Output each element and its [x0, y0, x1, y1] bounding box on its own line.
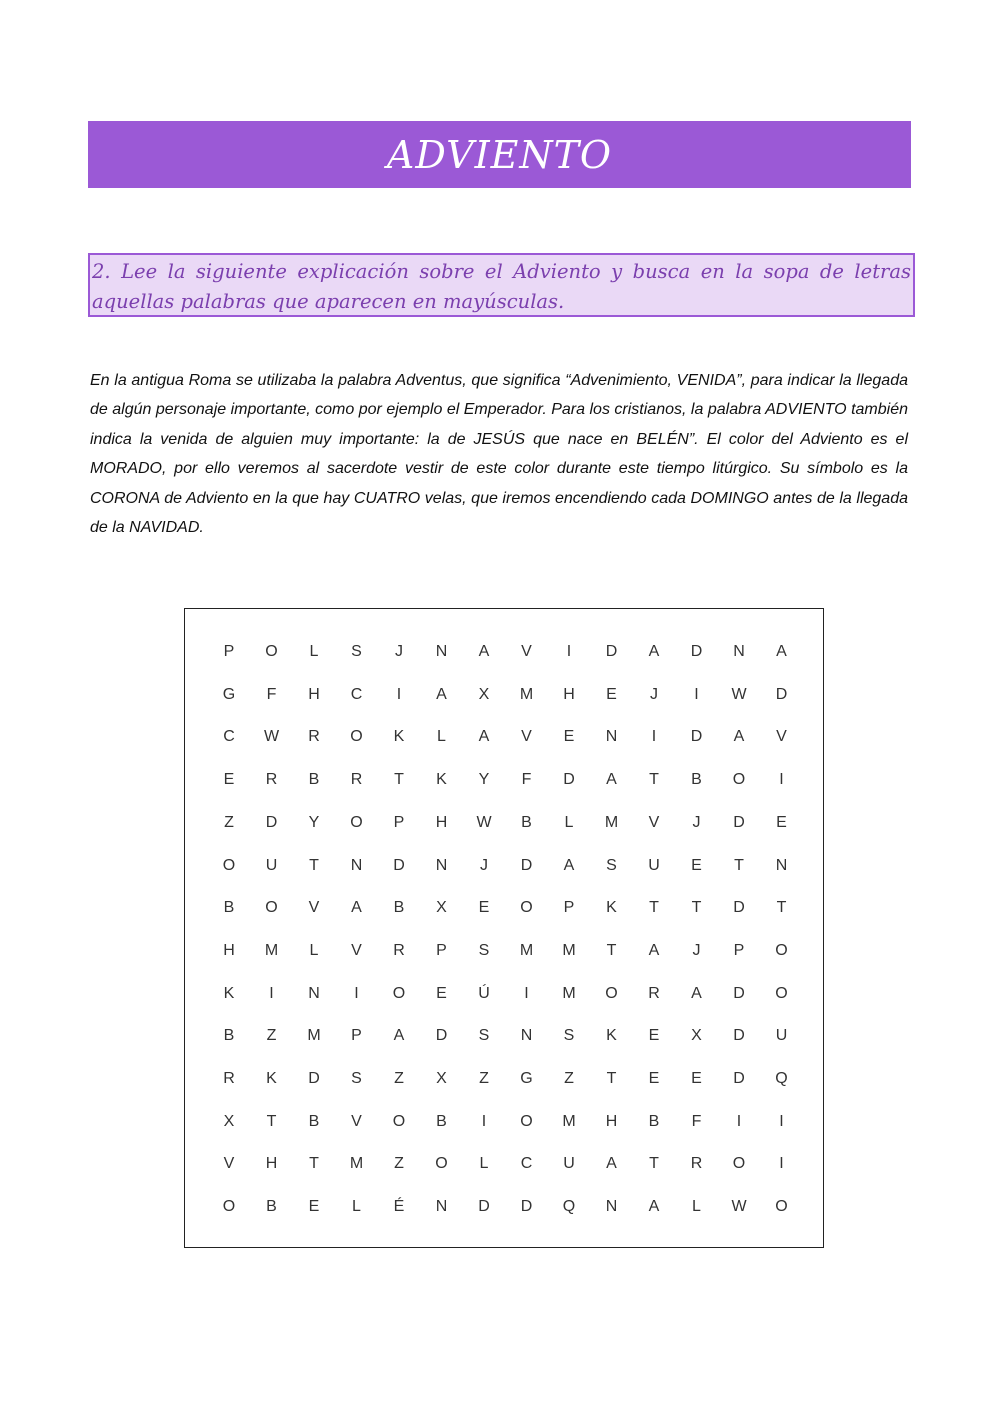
grid-letter[interactable]: M — [562, 941, 576, 959]
grid-letter[interactable]: H — [605, 1112, 618, 1130]
grid-letter[interactable]: T — [649, 771, 659, 789]
grid-letter[interactable]: U — [265, 856, 278, 874]
grid-letter[interactable]: N — [520, 1027, 533, 1045]
grid-letter[interactable]: E — [436, 984, 447, 1002]
grid-letter[interactable]: R — [690, 1155, 703, 1173]
grid-letter[interactable]: X — [478, 685, 490, 703]
grid-letter[interactable]: C — [520, 1155, 533, 1173]
grid-letter[interactable]: A — [776, 643, 787, 660]
grid-letter[interactable]: H — [223, 941, 235, 959]
grid-letter[interactable]: W — [731, 1198, 747, 1216]
grid-letter[interactable]: J — [395, 643, 403, 660]
grid-letter[interactable]: D — [775, 685, 788, 703]
grid-letter[interactable]: B — [436, 1112, 447, 1130]
grid-letter[interactable]: D — [690, 728, 703, 746]
grid-letter[interactable]: O — [520, 899, 533, 917]
grid-letter[interactable]: B — [648, 1112, 660, 1130]
grid-letter[interactable]: W — [476, 813, 492, 831]
grid-row — [185, 851, 823, 881]
grid-letter[interactable]: P — [436, 941, 447, 959]
grid-letter[interactable]: R — [265, 771, 278, 789]
grid-letter[interactable]: D — [733, 899, 745, 917]
grid-letter[interactable]: D — [308, 1070, 320, 1087]
grid-letter[interactable]: K — [223, 984, 235, 1002]
grid-letter[interactable]: O — [350, 813, 363, 831]
grid-letter[interactable]: K — [266, 1070, 277, 1087]
grid-letter[interactable]: H — [435, 813, 448, 831]
grid-row — [185, 979, 823, 1009]
grid-letter[interactable]: O — [350, 728, 363, 746]
grid-letter[interactable]: B — [521, 813, 532, 831]
grid-letter[interactable]: B — [393, 899, 405, 917]
grid-letter[interactable]: N — [308, 984, 320, 1002]
grid-letter[interactable]: M — [307, 1027, 321, 1045]
grid-letter[interactable]: O — [222, 1198, 236, 1216]
grid-letter[interactable]: G — [222, 685, 236, 703]
grid-letter[interactable]: E — [223, 771, 235, 789]
grid-letter[interactable]: M — [349, 1155, 364, 1173]
grid-row — [185, 1064, 823, 1094]
grid-letter[interactable]: Z — [479, 1070, 489, 1087]
grid-letter[interactable]: L — [692, 1198, 701, 1216]
grid-letter[interactable]: T — [309, 856, 319, 874]
grid-letter[interactable]: K — [393, 728, 405, 746]
grid-letter[interactable]: D — [563, 771, 575, 789]
grid-letter[interactable]: R — [350, 771, 363, 789]
grid-letter[interactable]: Z — [394, 1070, 404, 1087]
grid-letter[interactable]: V — [351, 1112, 362, 1130]
grid-row — [185, 1107, 823, 1137]
grid-row — [185, 1021, 823, 1051]
grid-letter[interactable]: G — [520, 1070, 533, 1087]
grid-letter[interactable]: E — [648, 1070, 660, 1087]
grid-letter[interactable]: A — [733, 728, 745, 746]
grid-letter[interactable]: D — [733, 813, 745, 831]
grid-letter[interactable]: K — [606, 899, 617, 917]
grid-letter[interactable]: F — [691, 1112, 702, 1130]
grid-letter[interactable]: I — [396, 685, 402, 703]
grid-letter[interactable]: O — [775, 941, 788, 959]
grid-letter[interactable]: O — [732, 1155, 746, 1173]
grid-letter[interactable]: W — [731, 685, 747, 703]
grid-letter[interactable]: V — [648, 813, 660, 831]
grid-letter[interactable]: A — [606, 771, 617, 789]
grid-letter[interactable]: B — [266, 1198, 277, 1216]
grid-row — [185, 1149, 823, 1179]
grid-letter[interactable]: H — [265, 1155, 278, 1173]
grid-letter[interactable]: T — [734, 856, 744, 874]
grid-letter[interactable]: O — [435, 1155, 448, 1173]
grid-letter[interactable]: Q — [562, 1198, 576, 1216]
grid-letter[interactable]: J — [692, 941, 701, 959]
grid-letter[interactable]: O — [775, 984, 788, 1002]
grid-letter[interactable]: Y — [308, 813, 320, 831]
grid-letter[interactable]: D — [605, 643, 618, 660]
title-banner — [88, 121, 911, 188]
grid-letter[interactable]: O — [732, 771, 746, 789]
grid-letter[interactable]: P — [393, 813, 405, 831]
grid-letter[interactable]: A — [648, 643, 660, 660]
grid-letter[interactable]: D — [733, 1070, 745, 1087]
instruction-text: 2. Lee la siguiente explicación sobre el Adviento y busca en la sopa de letras aquellas palabras que aparecen en mayúsculas. — [92, 260, 911, 313]
grid-letter[interactable]: N — [733, 643, 745, 660]
grid-letter[interactable]: M — [264, 941, 279, 959]
grid-letter[interactable]: T — [394, 771, 404, 789]
grid-letter[interactable]: O — [775, 1198, 788, 1216]
grid-letter[interactable]: T — [266, 1112, 277, 1130]
grid-letter[interactable]: T — [606, 1070, 617, 1087]
grid-letter[interactable]: X — [436, 899, 447, 917]
grid-letter[interactable]: I — [566, 643, 572, 660]
grid-letter[interactable]: M — [562, 984, 576, 1002]
grid-letter[interactable]: F — [266, 685, 277, 703]
grid-letter[interactable]: V — [351, 941, 362, 959]
grid-letter[interactable]: Z — [224, 813, 234, 831]
grid-letter[interactable]: A — [648, 941, 660, 959]
grid-letter[interactable]: K — [436, 771, 447, 789]
grid-letter[interactable]: I — [524, 984, 529, 1002]
grid-letter[interactable]: I — [779, 771, 784, 789]
grid-letter[interactable]: S — [606, 856, 617, 874]
grid-letter[interactable]: J — [692, 813, 701, 831]
grid-letter[interactable]: Z — [266, 1027, 277, 1045]
grid-row — [185, 722, 823, 752]
grid-letter[interactable]: O — [605, 984, 618, 1002]
grid-letter[interactable]: D — [733, 1027, 745, 1045]
grid-letter[interactable]: N — [605, 1198, 618, 1216]
grid-letter[interactable]: S — [563, 1027, 575, 1045]
grid-letter[interactable]: Ú — [478, 984, 490, 1002]
grid-letter[interactable]: I — [651, 728, 657, 746]
grid-letter[interactable]: M — [519, 685, 534, 703]
grid-letter[interactable]: E — [776, 813, 787, 831]
grid-letter[interactable]: O — [222, 856, 236, 874]
instruction-box — [88, 253, 915, 317]
grid-letter[interactable]: M — [562, 1112, 576, 1130]
grid-letter[interactable]: I — [354, 984, 359, 1002]
grid-letter[interactable]: A — [436, 685, 447, 703]
grid-letter[interactable]: S — [478, 1027, 490, 1045]
grid-letter[interactable]: V — [223, 1155, 235, 1173]
grid-letter[interactable]: L — [479, 1155, 489, 1173]
grid-letter[interactable]: O — [392, 1112, 406, 1130]
page-title: ADVIENTO — [386, 132, 613, 177]
grid-letter[interactable]: A — [648, 1198, 660, 1216]
grid-letter[interactable]: V — [521, 728, 532, 746]
grid-letter[interactable]: O — [265, 643, 278, 660]
grid-letter[interactable]: D — [733, 984, 745, 1002]
grid-row — [185, 765, 823, 795]
grid-letter[interactable]: T — [606, 941, 617, 959]
grid-letter[interactable]: C — [223, 728, 235, 746]
grid-letter[interactable]: A — [691, 984, 702, 1002]
grid-row — [185, 936, 823, 966]
grid-letter[interactable]: L — [309, 941, 319, 959]
grid-letter[interactable]: U — [648, 856, 660, 874]
grid-letter[interactable]: L — [564, 813, 574, 831]
grid-letter[interactable]: D — [690, 643, 703, 660]
grid-letter[interactable]: I — [269, 984, 274, 1002]
grid-row — [185, 893, 823, 923]
grid-row — [185, 680, 823, 710]
grid-letter[interactable]: K — [606, 1027, 617, 1045]
grid-letter[interactable]: I — [481, 1112, 487, 1130]
grid-letter[interactable]: Q — [775, 1070, 788, 1087]
grid-letter[interactable]: A — [606, 1155, 617, 1173]
grid-letter[interactable]: J — [480, 856, 488, 874]
grid-letter[interactable]: I — [779, 1155, 784, 1173]
grid-letter[interactable]: B — [223, 1027, 235, 1045]
grid-letter[interactable]: V — [308, 899, 320, 917]
grid-letter[interactable]: A — [351, 899, 362, 917]
grid-letter[interactable]: X — [436, 1070, 447, 1087]
grid-letter[interactable]: E — [691, 1070, 702, 1087]
grid-letter[interactable]: S — [351, 1070, 362, 1087]
grid-letter[interactable]: T — [691, 899, 702, 917]
grid-letter[interactable]: B — [308, 1112, 320, 1130]
grid-letter[interactable]: R — [223, 1070, 235, 1087]
grid-letter[interactable]: J — [650, 685, 658, 703]
grid-letter[interactable]: N — [435, 1198, 448, 1216]
grid-letter[interactable]: U — [563, 1155, 575, 1173]
grid-letter[interactable]: S — [351, 643, 362, 660]
grid-letter[interactable]: P — [223, 643, 235, 660]
grid-letter[interactable]: E — [478, 899, 490, 917]
grid-letter[interactable]: D — [435, 1027, 448, 1045]
word-search-grid — [184, 608, 824, 1248]
grid-letter[interactable]: M — [519, 941, 534, 959]
grid-letter[interactable]: S — [478, 941, 490, 959]
grid-letter[interactable]: I — [694, 685, 699, 703]
grid-letter[interactable]: C — [350, 685, 363, 703]
grid-letter[interactable]: B — [691, 771, 702, 789]
grid-letter[interactable]: N — [350, 856, 363, 874]
grid-letter[interactable]: L — [437, 728, 446, 746]
grid-letter[interactable]: F — [521, 771, 532, 789]
grid-letter[interactable]: N — [435, 856, 448, 874]
grid-row — [185, 808, 823, 838]
grid-letter[interactable]: N — [435, 643, 448, 660]
grid-letter[interactable]: X — [223, 1112, 235, 1130]
grid-letter[interactable]: D — [393, 856, 405, 874]
grid-letter[interactable]: A — [393, 1027, 405, 1045]
grid-letter[interactable]: D — [265, 813, 278, 831]
grid-row — [185, 637, 823, 667]
grid-letter[interactable]: H — [563, 685, 575, 703]
grid-letter[interactable]: L — [309, 643, 319, 660]
grid-letter[interactable]: N — [775, 856, 788, 874]
grid-letter[interactable]: A — [478, 728, 490, 746]
grid-letter[interactable]: O — [392, 984, 406, 1002]
grid-letter[interactable]: P — [733, 941, 745, 959]
grid-letter[interactable]: R — [648, 984, 660, 1002]
grid-letter[interactable]: V — [776, 728, 787, 746]
grid-letter[interactable]: T — [649, 1155, 659, 1173]
grid-letter[interactable]: D — [478, 1198, 490, 1216]
grid-letter[interactable]: É — [393, 1198, 405, 1216]
grid-letter[interactable]: V — [521, 643, 532, 660]
advent-explanation-paragraph: En la antigua Roma se utilizaba la palabra Adventus, que significa “Advenimiento, VENIDA”, para indicar la llegada de algún personaje importante, como por ejemplo el Emperador. Para los cristianos, la palabra ADVIENTO también indica la venida de alguien muy importante: la de JESÚS que nace en BELÉN”. El color del Adviento es el MORADO, por ello veremos al sacerdote vestir de este color durante este tiempo litúrgico. Su símbolo es la CORONA de Adviento en la que hay CUATRO velas, que iremos encendiendo cada DOMINGO antes de la llegada de la NAVIDAD. — [90, 372, 908, 537]
grid-letter[interactable]: D — [520, 1198, 533, 1216]
grid-letter[interactable]: E — [308, 1198, 320, 1216]
grid-letter[interactable]: H — [308, 685, 320, 703]
grid-letter[interactable]: P — [563, 899, 575, 917]
grid-letter[interactable]: Z — [564, 1070, 574, 1087]
grid-letter[interactable]: L — [352, 1198, 361, 1216]
grid-letter[interactable]: D — [520, 856, 533, 874]
grid-letter[interactable]: O — [265, 899, 278, 917]
grid-letter[interactable]: M — [604, 813, 619, 831]
grid-letter[interactable]: E — [563, 728, 575, 746]
grid-letter[interactable]: R — [393, 941, 405, 959]
grid-letter[interactable]: Y — [478, 771, 490, 789]
grid-letter[interactable]: T — [309, 1155, 319, 1173]
grid-letter[interactable]: E — [691, 856, 702, 874]
grid-letter[interactable]: A — [478, 643, 490, 660]
grid-letter[interactable]: B — [223, 899, 235, 917]
grid-letter[interactable]: I — [779, 1112, 784, 1130]
grid-letter[interactable]: T — [776, 899, 787, 917]
grid-letter[interactable]: U — [775, 1027, 788, 1045]
grid-letter[interactable]: B — [308, 771, 320, 789]
grid-letter[interactable]: X — [691, 1027, 702, 1045]
grid-letter[interactable]: A — [563, 856, 575, 874]
grid-letter[interactable]: P — [351, 1027, 362, 1045]
grid-row — [185, 1192, 823, 1222]
grid-letter[interactable]: R — [308, 728, 320, 746]
grid-letter[interactable]: E — [648, 1027, 660, 1045]
grid-letter[interactable]: W — [263, 728, 280, 746]
grid-letter[interactable]: Z — [394, 1155, 404, 1173]
grid-letter[interactable]: N — [605, 728, 618, 746]
grid-letter[interactable]: T — [649, 899, 659, 917]
grid-letter[interactable]: I — [736, 1112, 742, 1130]
grid-letter[interactable]: E — [606, 685, 617, 703]
grid-letter[interactable]: O — [520, 1112, 533, 1130]
